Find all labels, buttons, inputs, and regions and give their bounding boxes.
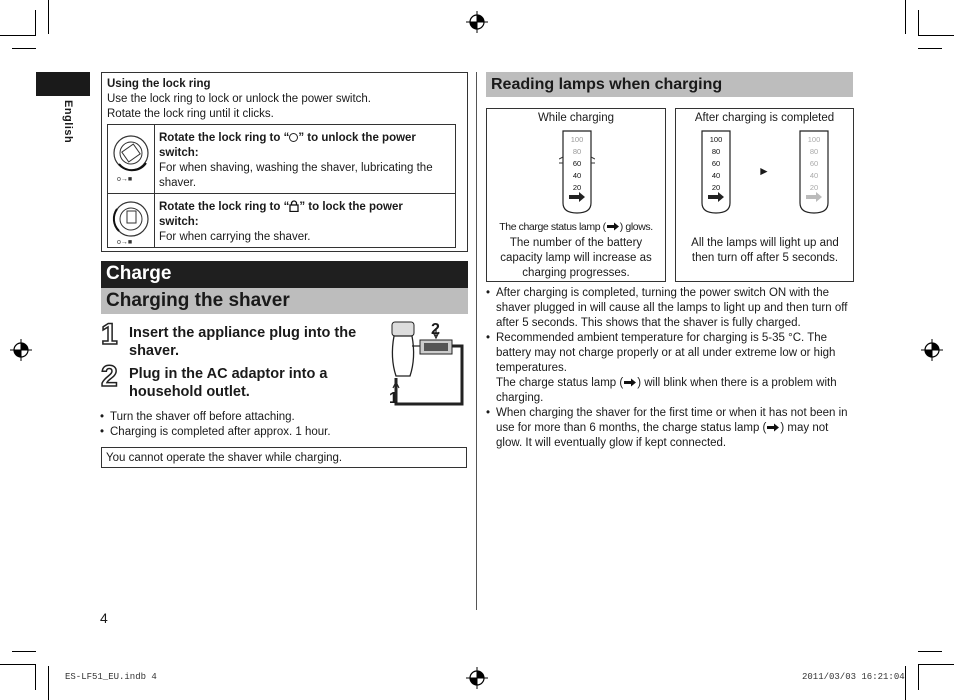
padlock-icon [289, 200, 299, 212]
diagram-label-2: 2 [431, 321, 440, 338]
unlock-circle-icon [289, 133, 298, 142]
registration-mark-icon [466, 11, 488, 33]
lamp-value: 60 [711, 159, 721, 168]
unlock-ring-diagram-icon [111, 129, 151, 187]
lamp-value: 100 [807, 135, 821, 144]
crop-mark [0, 35, 36, 36]
note-box [101, 447, 467, 468]
step-number: 2 [101, 360, 118, 393]
note-text: You cannot operate the shaver while charging. [106, 452, 343, 464]
lamp-value: 40 [711, 171, 721, 180]
crop-mark [48, 0, 49, 34]
divider [108, 193, 455, 194]
footer-timestamp: 2011/03/03 16:21:04 [802, 672, 905, 682]
step-1-text: Insert the appliance plug into the shaver. [129, 325, 357, 359]
after-charging-panel [675, 108, 854, 282]
arrow-icon: ► [758, 164, 770, 178]
footer-file: ES-LF51_EU.indb 4 [65, 672, 157, 682]
lock-ring-line2: Rotate the lock ring until it clicks. [107, 108, 274, 120]
registration-mark-icon [466, 667, 488, 689]
language-tab [36, 72, 90, 96]
reading-notes [486, 286, 854, 451]
crop-mark [918, 664, 919, 690]
after-charging-label: After charging is completed [694, 112, 835, 124]
while-charging-panel [486, 108, 666, 282]
lamp-value: 80 [711, 147, 721, 156]
lamp-value: 20 [711, 183, 721, 192]
lamp-value: 80 [572, 147, 582, 156]
list-item: • After charging is completed, turning the power switch ON with the shaver plugged in will cause all the lamps to light up and then turn off after 5 seconds. This shows that the shaver is fully charged. [486, 287, 848, 329]
while-charging-label: While charging [537, 112, 615, 124]
while-charging-desc: The number of the battery capacity lamp will increase as charging progresses. [500, 237, 652, 279]
lamp-value: 20 [809, 183, 819, 192]
svg-text:o→■: o→■ [117, 176, 133, 183]
unlock-desc: For when shaving, washing the shaver, lubricating the shaver. [159, 162, 433, 189]
registration-mark-icon [10, 339, 32, 361]
charge-bullets [100, 410, 468, 440]
diagram-label-1: 1 [389, 390, 398, 407]
crop-mark [905, 666, 906, 700]
after-charging-desc: All the lamps will light up and then turn off after 5 seconds. [691, 237, 839, 264]
lamp-value: 100 [709, 135, 723, 144]
lamp-value: 40 [572, 171, 582, 180]
step-2-text: Plug in the AC adaptor into a household outlet. [129, 366, 328, 400]
lamp-value: 60 [572, 159, 582, 168]
subsection-charging-title: Charging the shaver [106, 290, 290, 311]
charge-status-icon [766, 423, 780, 432]
step-number: 1 [101, 318, 118, 351]
crop-mark [48, 666, 49, 700]
list-item: • Charging is completed after approx. 1 hour. [100, 426, 331, 438]
charge-status-icon [606, 222, 620, 231]
crop-mark [35, 664, 36, 690]
lock-ring-title: Using the lock ring [107, 78, 211, 90]
crop-mark [918, 651, 942, 652]
crop-mark [918, 664, 954, 665]
crop-mark [905, 0, 906, 34]
charge-status-icon [623, 378, 637, 387]
list-item: • When charging the shaver for the first time or when it has not been in use for more than 6 months, the charge status lamp ( ) may not glow. It will eventually glow if kept connected. [486, 407, 848, 449]
lock-ring-options [107, 124, 456, 248]
lock-ring-line1: Use the lock ring to lock or unlock the power switch. [107, 93, 371, 105]
lamp-value: 60 [809, 159, 819, 168]
crop-mark [12, 651, 36, 652]
column-divider [476, 72, 477, 610]
lamp-value: 100 [570, 135, 584, 144]
section-charge [101, 261, 468, 288]
divider [154, 125, 155, 247]
reading-title: Reading lamps when charging [491, 76, 723, 93]
crop-mark [918, 10, 919, 36]
crop-mark [12, 48, 36, 49]
crop-mark [0, 664, 36, 665]
registration-mark-icon [921, 339, 943, 361]
lamp-values-off [796, 134, 832, 194]
subsection-charging [101, 288, 468, 314]
lamp-value: 40 [809, 171, 819, 180]
list-item: • Recommended ambient temperature for charging is 5-35 °C. The battery may not charge properly or at all under extreme low or high temperatures. The charge status lamp ( ) will blink when there is a problem with charging. [486, 332, 837, 404]
svg-text:o→■: o→■ [117, 239, 133, 246]
lock-ring-diagram-icon [111, 197, 151, 247]
list-item: • Turn the shaver off before attaching. [100, 411, 295, 423]
lamp-value: 80 [809, 147, 819, 156]
crop-mark [35, 10, 36, 36]
charge-status-caption: The charge status lamp ( ) glows. [499, 221, 653, 233]
lock-ring-box [101, 72, 468, 252]
crop-mark [918, 35, 954, 36]
reading-header [486, 72, 853, 97]
crop-mark [918, 48, 942, 49]
lamp-value: 20 [572, 183, 582, 192]
lamp-values-charging [559, 134, 595, 194]
language-label: English [62, 100, 74, 144]
lamp-values-full [698, 134, 734, 194]
section-charge-title: Charge [106, 263, 172, 284]
unlock-heading: Rotate the lock ring to “ ” to unlock the power switch: [159, 132, 416, 159]
lock-desc: For when carrying the shaver. [159, 231, 311, 243]
page-number: 4 [100, 610, 108, 626]
lock-heading: Rotate the lock ring to “ ” to lock the power switch: [159, 201, 403, 228]
